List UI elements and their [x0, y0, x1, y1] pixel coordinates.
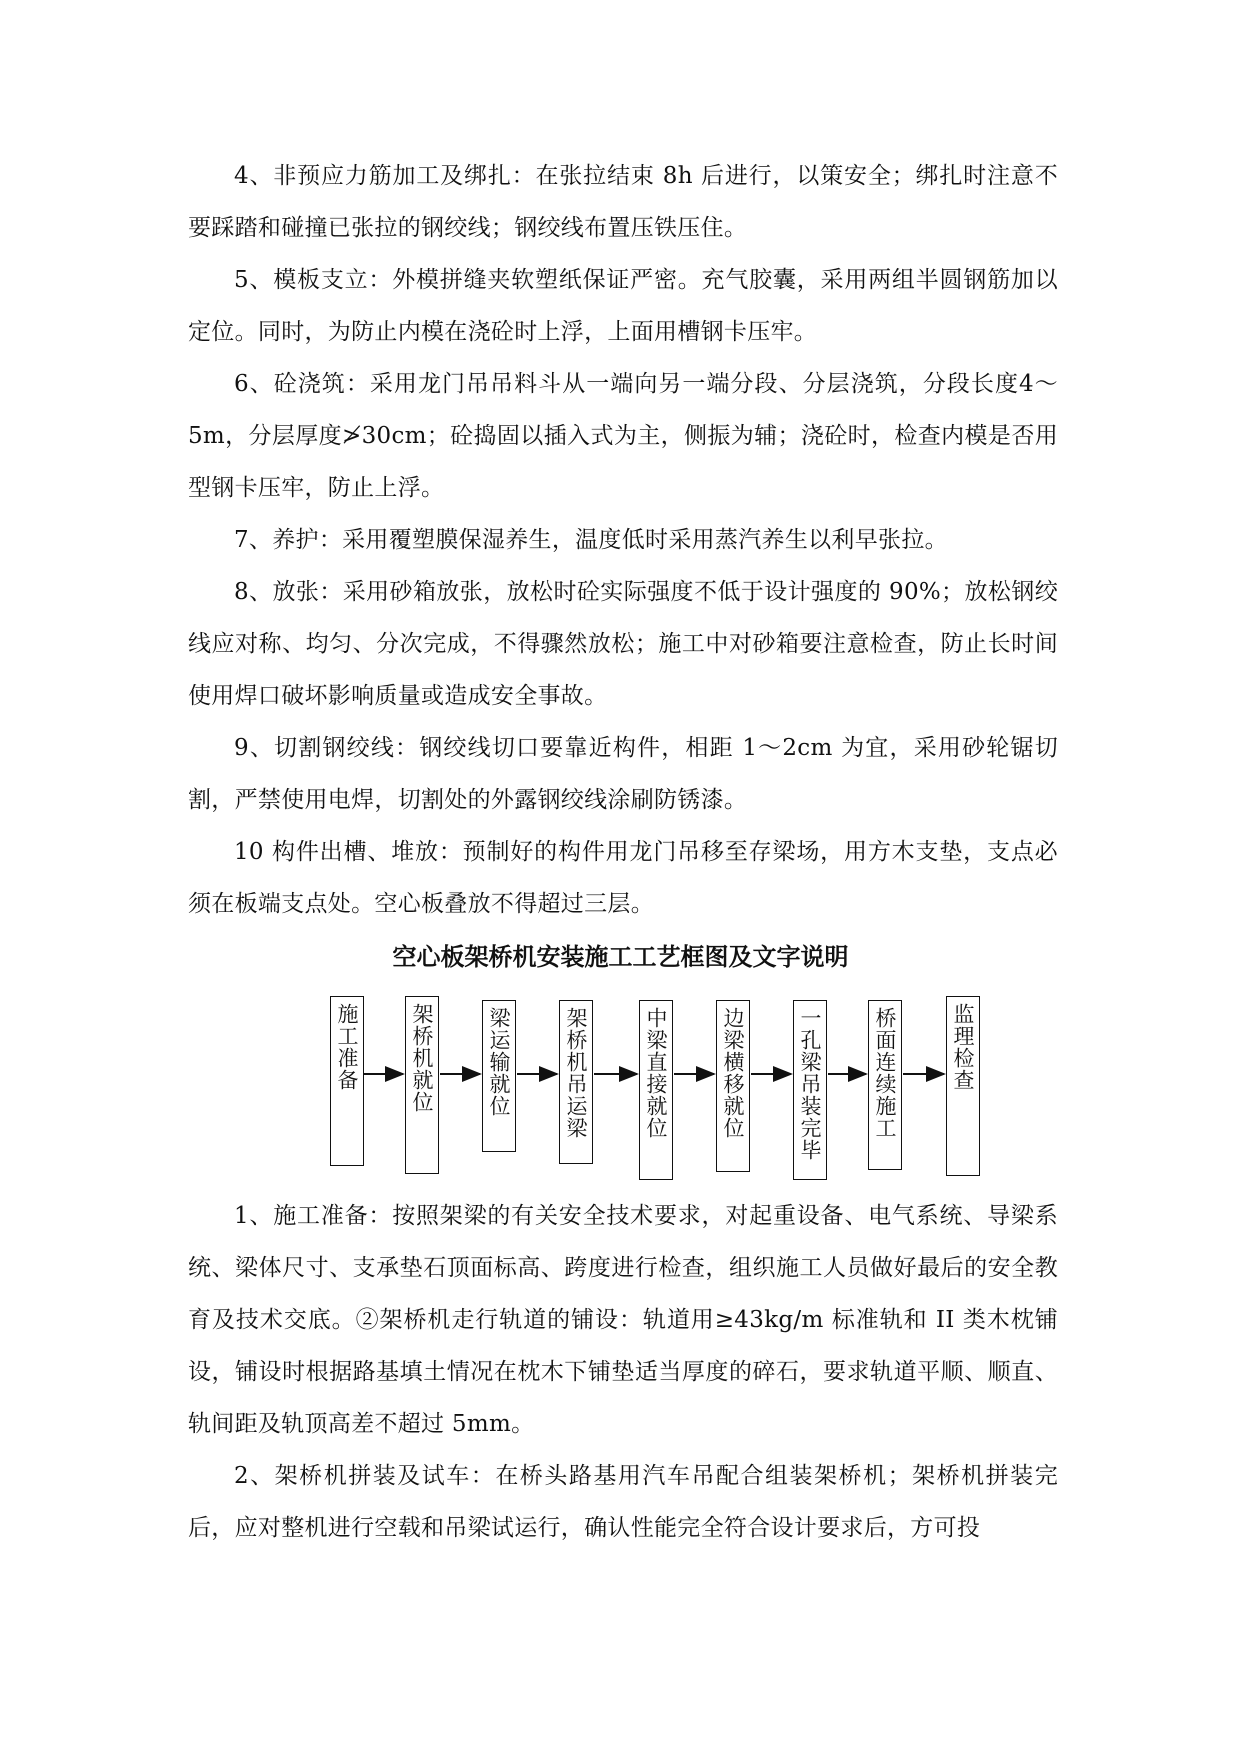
flow-step-label: 监理检查 [951, 1003, 975, 1091]
paragraph-6: 6、砼浇筑：采用龙门吊吊料斗从一端向另一端分段、分层浇筑，分段长度4～5m，分层厚度≯30cm；砼捣固以插入式为主，侧振为辅；浇砼时，检查内模是否用型钢卡压牢，防止上浮。 [188, 371, 1058, 501]
paragraph-4: 4、非预应力筋加工及绑扎：在张拉结束 8h 后进行，以策安全；绑扎时注意不要踩踏和碰撞已张拉的钢绞线；钢绞线布置压铁压住。 [188, 163, 1058, 241]
paragraph-9: 9、切割钢绞线：钢绞线切口要靠近构件，相距 1～2cm 为宜，采用砂轮锯切割，严禁使用电焊，切割处的外露钢绞线涂刷防锈漆。 [188, 735, 1058, 813]
flow-step-label: 梁运输就位 [487, 1007, 511, 1117]
flow-step-2 [405, 996, 439, 1174]
flow-step-label: 中梁直接就位 [644, 1007, 668, 1139]
paragraph-7: 7、养护：采用覆塑膜保湿养生，温度低时采用蒸汽养生以利早张拉。 [234, 527, 948, 553]
flow-step-4 [559, 1000, 593, 1164]
flow-step-label: 桥面连续施工 [873, 1007, 897, 1139]
flow-step-label: 边梁横移就位 [721, 1007, 745, 1139]
flow-step-3 [482, 1000, 516, 1152]
flow-step-label: 架桥机就位 [410, 1003, 434, 1113]
paragraph-5: 5、模板支立：外模拼缝夹软塑纸保证严密。充气胶囊，采用两组半圆钢筋加以定位。同时，为防止内模在浇砼时上浮，上面用槽钢卡压牢。 [188, 267, 1058, 345]
flow-step-label: 施工准备 [335, 1003, 359, 1091]
flow-step-7 [793, 1000, 827, 1180]
flow-step-8 [868, 1000, 902, 1170]
flow-step-label: 架桥机吊运梁 [564, 1007, 588, 1139]
flowchart-title: 空心板架桥机安装施工工艺框图及文字说明 [392, 943, 849, 971]
flow-step-label: 一孔梁吊装完毕 [798, 1007, 822, 1161]
paragraph-10: 10 构件出槽、堆放：预制好的构件用龙门吊移至存梁场，用方木支垫，支点必须在板端支点处。空心板叠放不得超过三层。 [188, 839, 1058, 917]
flow-step-5 [639, 1000, 673, 1180]
paragraph-8: 8、放张：采用砂箱放张，放松时砼实际强度不低于设计强度的 90%；放松钢绞线应对称、均匀、分次完成，不得骤然放松；施工中对砂箱要注意检查，防止长时间使用焊口破坏影响质量或造成安全事故。 [188, 579, 1058, 709]
flow-step-1 [330, 996, 364, 1166]
flow-step-9 [946, 996, 980, 1176]
paragraph-step-2: 2、架桥机拼装及试车：在桥头路基用汽车吊配合组装架桥机；架桥机拼装完后，应对整机进行空载和吊梁试运行，确认性能完全符合设计要求后，方可投 [188, 1463, 1058, 1541]
flow-step-6 [716, 1000, 750, 1172]
paragraph-step-1: 1、施工准备：按照架梁的有关安全技术要求，对起重设备、电气系统、导梁系统、梁体尺寸、支承垫石顶面标高、跨度进行检查，组织施工人员做好最后的安全教育及技术交底。②架桥机走行轨道的铺设：轨道用≥43kg/m 标准轨和 II 类木枕铺设，铺设时根据路基填土情况在枕木下铺垫适当厚度的碎石，要求轨道平顺、顺直、轨间距及轨顶高差不超过 5mm。 [188, 1203, 1058, 1437]
